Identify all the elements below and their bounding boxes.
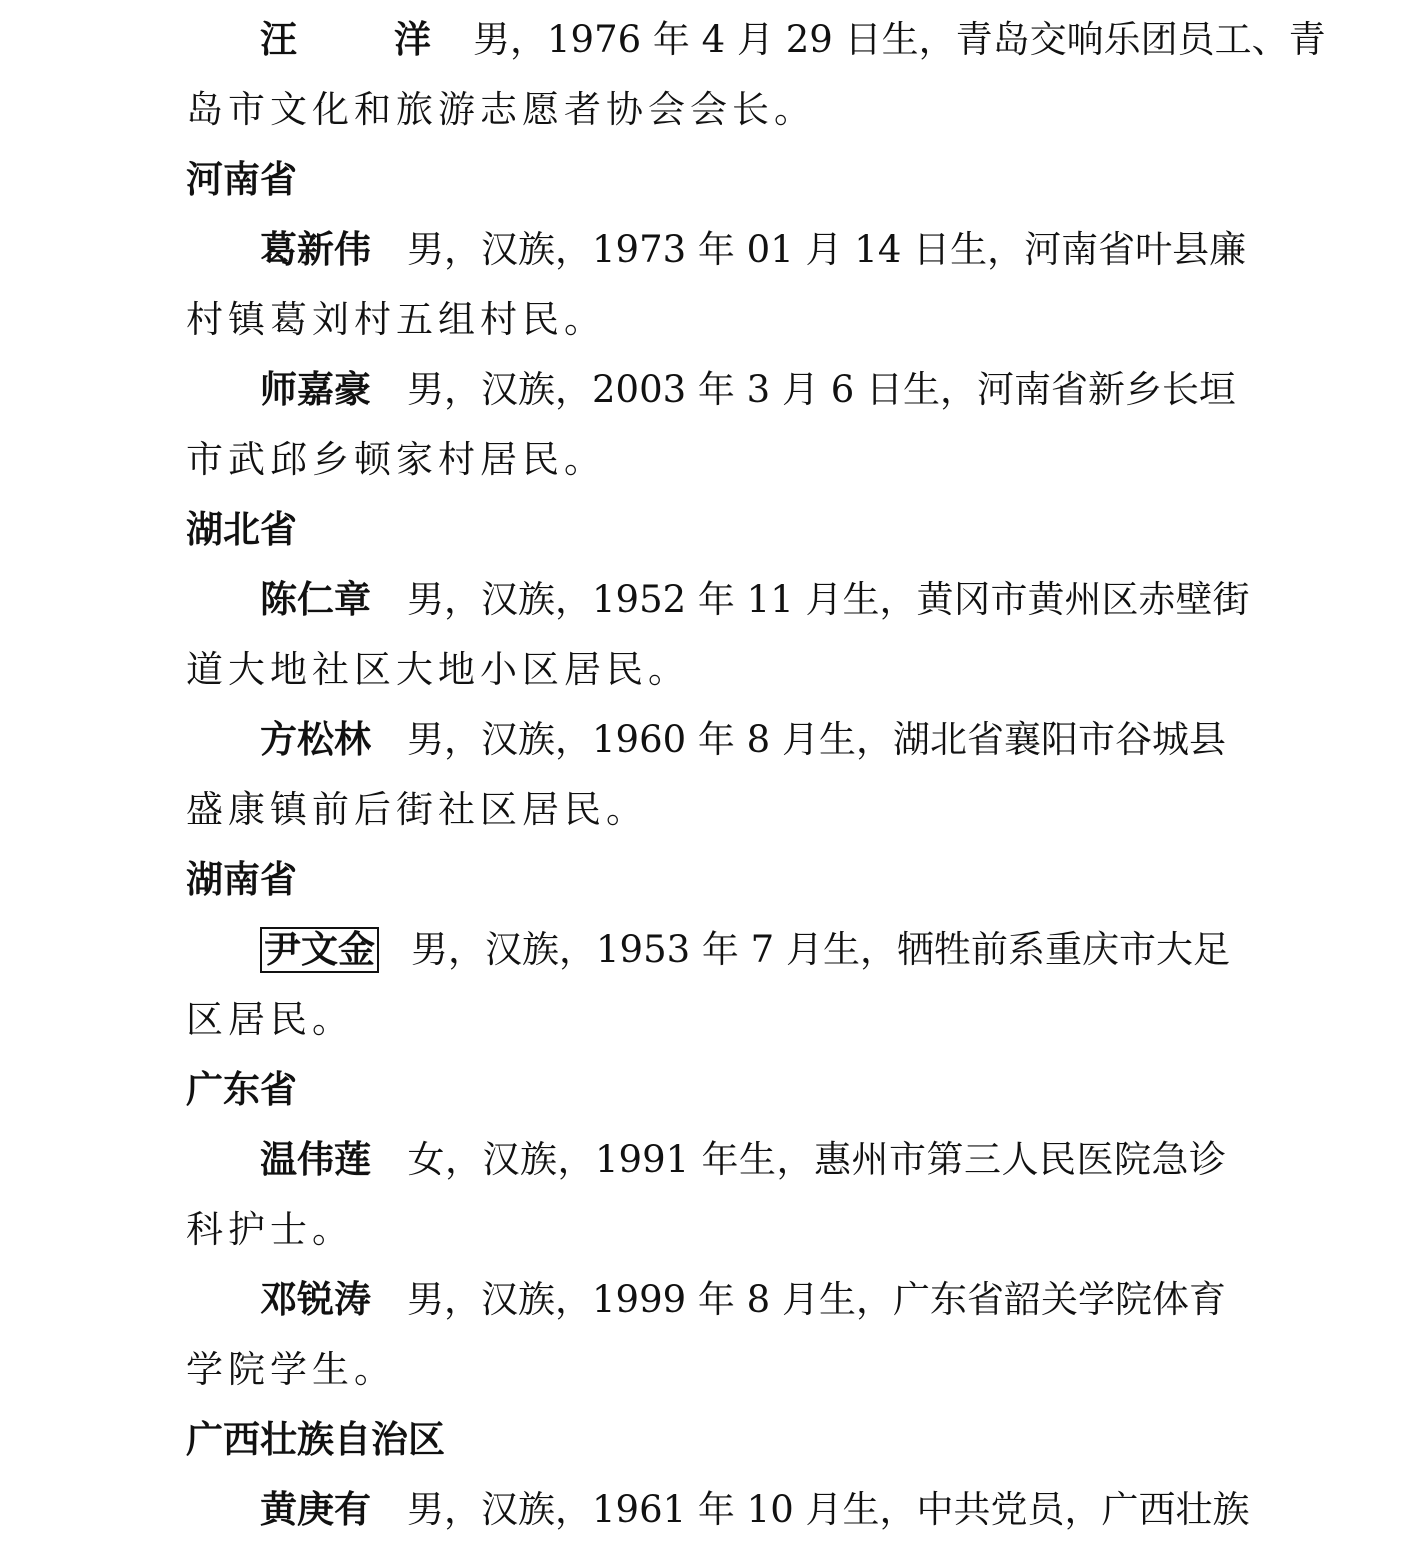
person-name: 方松林 <box>260 718 371 761</box>
entry-line-continued: 市武邱乡顿家村居民。 <box>186 438 606 481</box>
entry-line <box>186 565 1250 635</box>
entry-line <box>186 915 1230 985</box>
entry-line <box>186 355 1237 425</box>
person-name: 师嘉豪 <box>260 368 371 411</box>
province-heading: 湖南省 <box>186 858 297 901</box>
person-name: 黄庚有 <box>260 1488 371 1531</box>
entry-line <box>186 1475 1250 1545</box>
province-heading: 河南省 <box>186 158 297 201</box>
person-description: 男，汉族，1953 年 7 月生，牺牲前系重庆市大足 <box>411 928 1230 971</box>
person-name: 葛新伟 <box>260 228 371 271</box>
person-name: 邓锐涛 <box>260 1278 371 1321</box>
entry-line-continued: 岛市文化和旅游志愿者协会会长。 <box>186 88 816 131</box>
person-description: 女，汉族，1991 年生，惠州市第三人民医院急诊 <box>407 1138 1226 1181</box>
entry-line-continued: 村镇葛刘村五组村民。 <box>186 298 606 341</box>
person-description: 男，汉族，2003 年 3 月 6 日生，河南省新乡长垣 <box>407 368 1237 411</box>
entry-line-continued: 区居民。 <box>186 998 354 1041</box>
entry-line <box>186 1265 1226 1335</box>
province-heading: 湖北省 <box>186 508 297 551</box>
entry-line <box>186 1125 1226 1195</box>
entry-line <box>186 215 1247 285</box>
province-heading: 广西壮族自治区 <box>186 1418 445 1461</box>
entry-line-continued: 科护士。 <box>186 1208 354 1251</box>
entry-line <box>186 5 1326 75</box>
person-description: 男，1976 年 4 月 29 日生，青岛交响乐团员工、青 <box>473 18 1326 61</box>
person-description: 男，汉族，1973 年 01 月 14 日生，河南省叶县廉 <box>407 228 1247 271</box>
person-name-highlighted: 尹文金 <box>260 927 379 973</box>
person-description: 男，汉族，1960 年 8 月生，湖北省襄阳市谷城县 <box>407 718 1226 761</box>
entry-line-continued: 盛康镇前后街社区居民。 <box>186 788 648 831</box>
entry-line-continued: 学院学生。 <box>186 1348 396 1391</box>
person-name: 陈仁章 <box>260 578 371 621</box>
person-description: 男，汉族，1952 年 11 月生，黄冈市黄州区赤壁街 <box>407 578 1250 621</box>
person-description: 男，汉族，1999 年 8 月生，广东省韶关学院体育 <box>407 1278 1226 1321</box>
person-description: 男，汉族，1961 年 10 月生，中共党员，广西壮族 <box>407 1488 1250 1531</box>
entry-line <box>186 705 1226 775</box>
person-name: 汪 洋 <box>260 18 461 61</box>
province-heading: 广东省 <box>186 1068 297 1111</box>
person-name: 温伟莲 <box>260 1138 371 1181</box>
entry-line-continued: 道大地社区大地小区居民。 <box>186 648 690 691</box>
